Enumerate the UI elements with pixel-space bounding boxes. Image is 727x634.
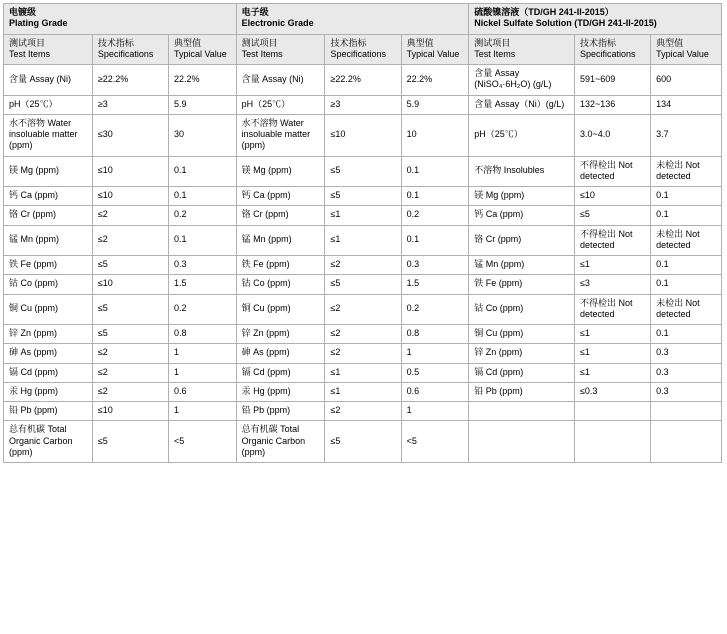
cell-specification: ≤2 [92,344,168,363]
cell-typical-value: 30 [168,114,236,156]
cell-test-item: 铅 Pb (ppm) [4,402,93,421]
col-header-solution-typical-cn: 典型值 [656,37,684,48]
cell-typical-value: 未检出 Not detected [651,294,722,325]
cell-specification: ≤1 [574,363,650,382]
col-header-plating-item [4,34,93,65]
cell-typical-value: 5.9 [168,95,236,114]
table-row [4,294,722,325]
cell-test-item: 铬 Cr (ppm) [4,206,93,225]
cell-specification: ≤5 [92,256,168,275]
cell-specification: ≤3 [574,275,650,294]
cell-typical-value: 1 [401,344,469,363]
cell-typical-value: 0.1 [401,187,469,206]
cell-specification: ≤2 [92,206,168,225]
table-row [4,187,722,206]
cell-test-item: 锰 Mn (ppm) [469,256,575,275]
cell-test-item: 铁 Fe (ppm) [236,256,325,275]
cell-specification: ≤1 [325,206,401,225]
specifications-table [3,3,722,463]
cell-specification: ≤10 [92,402,168,421]
cell-test-item: 不溶物 Insolubles [469,156,575,187]
group-title-solution-en: Nickel Sulfate Solution (TD/GH 241-II-2015) [474,18,657,29]
cell-test-item: 铅 Pb (ppm) [469,382,575,401]
cell-specification: ≤5 [325,275,401,294]
cell-test-item: 钴 Co (ppm) [236,275,325,294]
cell-typical-value: 1.5 [168,275,236,294]
group-title-plating-en: Plating Grade [9,18,68,29]
cell-test-item: 锌 Zn (ppm) [469,344,575,363]
cell-typical-value: 1 [401,402,469,421]
table-row [4,156,722,187]
cell-test-item: 锌 Zn (ppm) [4,325,93,344]
cell-test-item: 含量 Assay (NiSO₄·6H₂O) (g/L) [469,65,575,96]
cell-test-item: 钙 Ca (ppm) [469,206,575,225]
cell-typical-value: 1 [168,344,236,363]
cell-specification: ≤10 [92,187,168,206]
cell-typical-value: 0.2 [401,206,469,225]
cell-test-item: 铁 Fe (ppm) [469,275,575,294]
cell-specification: ≤0.3 [574,382,650,401]
cell-typical-value: 0.5 [401,363,469,382]
cell-typical-value: 0.3 [651,363,722,382]
cell-typical-value: <5 [401,421,469,463]
col-header-solution-item-cn: 测试项目 [474,37,511,48]
cell-specification: ≤5 [325,156,401,187]
col-header-plating-typical-en: Typical Value [173,48,227,59]
cell-specification: ≥3 [325,95,401,114]
cell-test-item: 铬 Cr (ppm) [236,206,325,225]
cell-test-item: 铅 Pb (ppm) [236,402,325,421]
cell-typical-value: 0.6 [168,382,236,401]
cell-typical-value: 0.2 [168,294,236,325]
col-header-solution-item [469,34,575,65]
cell-typical-value: 600 [651,65,722,96]
col-header-electronic-spec-en: Specifications [330,48,386,59]
cell-test-item: 铁 Fe (ppm) [4,256,93,275]
cell-typical-value: 0.8 [401,325,469,344]
cell-specification: ≤2 [325,325,401,344]
cell-test-item: 锰 Mn (ppm) [236,225,325,256]
col-header-solution-spec-en: Specifications [579,48,636,59]
cell-test-item: 含量 Assay (Ni) [4,65,93,96]
cell-specification: 不得检出 Not detected [574,156,650,187]
table-body [4,65,722,463]
cell-test-item: 水不溶物 Water insoluable matter (ppm) [236,114,325,156]
cell-typical-value: 未检出 Not detected [651,225,722,256]
table-row [4,275,722,294]
cell-typical-value: 22.2% [168,65,236,96]
col-header-electronic-typical [401,34,469,65]
group-title-electronic-en: Electronic Grade [241,18,314,29]
cell-test-item [469,402,575,421]
table-row [4,402,722,421]
cell-test-item: 钴 Co (ppm) [4,275,93,294]
cell-specification: ≤10 [92,156,168,187]
cell-typical-value: 22.2% [401,65,469,96]
cell-test-item: 总有机碳 Total Organic Carbon (ppm) [4,421,93,463]
cell-typical-value: 0.3 [651,382,722,401]
cell-typical-value [651,421,722,463]
cell-test-item: 铜 Cu (ppm) [236,294,325,325]
cell-specification: ≤5 [325,421,401,463]
cell-specification: ≤10 [574,187,650,206]
cell-specification: ≤5 [92,294,168,325]
cell-typical-value: 0.2 [168,206,236,225]
cell-typical-value: 0.3 [168,256,236,275]
col-header-electronic-spec [325,34,401,65]
cell-specification: ≤2 [325,344,401,363]
cell-specification: ≥22.2% [92,65,168,96]
col-header-electronic-typical-cn: 典型值 [406,37,434,48]
cell-specification: ≤1 [325,363,401,382]
cell-test-item: 钙 Ca (ppm) [4,187,93,206]
cell-test-item: 镁 Mg (ppm) [4,156,93,187]
cell-test-item: 钙 Ca (ppm) [236,187,325,206]
table-row [4,325,722,344]
cell-test-item: 含量 Assay（Ni）(g/L) [469,95,575,114]
cell-test-item: 水不溶物 Water insoluable matter (ppm) [4,114,93,156]
cell-typical-value: 0.1 [651,256,722,275]
cell-specification: ≤2 [325,294,401,325]
cell-test-item: 镉 Cd (ppm) [4,363,93,382]
table-row [4,256,722,275]
table-row [4,65,722,96]
cell-test-item: 汞 Hg (ppm) [236,382,325,401]
cell-specification: ≤1 [574,256,650,275]
cell-specification: ≤1 [325,225,401,256]
cell-typical-value: 0.2 [401,294,469,325]
cell-specification: ≤2 [92,225,168,256]
cell-typical-value: 10 [401,114,469,156]
cell-typical-value: 0.1 [651,187,722,206]
cell-test-item: 锰 Mn (ppm) [4,225,93,256]
cell-test-item: 镁 Mg (ppm) [469,187,575,206]
col-header-electronic-item-cn: 测试项目 [241,37,278,48]
cell-specification: ≤1 [325,382,401,401]
cell-typical-value: 0.3 [651,344,722,363]
cell-specification: ≤5 [92,325,168,344]
cell-typical-value: <5 [168,421,236,463]
col-header-electronic-spec-cn: 技术指标 [330,37,367,48]
col-header-solution-spec-cn: 技术指标 [579,37,616,48]
cell-test-item: 砷 As (ppm) [236,344,325,363]
cell-typical-value: 134 [651,95,722,114]
cell-test-item: 汞 Hg (ppm) [4,382,93,401]
col-header-solution-spec [574,34,650,65]
col-header-solution-item-en: Test Items [474,48,516,59]
cell-test-item: 镉 Cd (ppm) [236,363,325,382]
group-title-plating [4,4,237,35]
cell-typical-value: 0.1 [651,325,722,344]
cell-specification: ≤2 [325,402,401,421]
cell-typical-value [651,402,722,421]
cell-specification: 3.0~4.0 [574,114,650,156]
cell-typical-value: 1.5 [401,275,469,294]
cell-test-item: 砷 As (ppm) [4,344,93,363]
table-row [4,95,722,114]
col-header-electronic-item [236,34,325,65]
cell-specification: ≤10 [92,275,168,294]
cell-test-item: 镉 Cd (ppm) [469,363,575,382]
group-title-electronic [236,4,469,35]
col-header-solution-typical-en: Typical Value [656,48,709,59]
cell-test-item: 总有机碳 Total Organic Carbon (ppm) [236,421,325,463]
cell-typical-value: 0.6 [401,382,469,401]
cell-specification: ≤1 [574,344,650,363]
cell-typical-value: 1 [168,363,236,382]
cell-typical-value: 0.1 [401,225,469,256]
cell-specification: ≥3 [92,95,168,114]
cell-typical-value: 5.9 [401,95,469,114]
cell-typical-value: 0.1 [651,206,722,225]
group-title-solution [469,4,722,35]
group-title-plating-cn: 电镀级 [9,7,37,17]
cell-test-item: 镁 Mg (ppm) [236,156,325,187]
cell-specification: ≤5 [92,421,168,463]
col-header-plating-spec [92,34,168,65]
col-header-plating-item-en: Test Items [9,48,51,59]
cell-typical-value: 3.7 [651,114,722,156]
cell-specification: ≤5 [325,187,401,206]
table-row [4,344,722,363]
cell-typical-value: 1 [168,402,236,421]
cell-specification: ≤10 [325,114,401,156]
cell-typical-value: 0.1 [168,187,236,206]
table-row [4,114,722,156]
col-header-electronic-typical-en: Typical Value [406,48,460,59]
cell-specification: 不得检出 Not detected [574,225,650,256]
column-header-row [4,34,722,65]
cell-test-item: 铬 Cr (ppm) [469,225,575,256]
group-title-solution-cn: 硫酸镍溶液（TD/GH 241-II-2015） [474,7,614,17]
cell-test-item [469,421,575,463]
cell-specification [574,402,650,421]
col-header-plating-typical [168,34,236,65]
cell-specification: ≤30 [92,114,168,156]
cell-specification: 132~136 [574,95,650,114]
col-header-plating-spec-cn: 技术指标 [97,37,134,48]
cell-test-item: 铜 Cu (ppm) [469,325,575,344]
cell-specification: 不得检出 Not detected [574,294,650,325]
col-header-electronic-item-en: Test Items [241,48,283,59]
cell-specification: ≤5 [574,206,650,225]
cell-test-item: pH（25℃） [236,95,325,114]
cell-typical-value: 未检出 Not detected [651,156,722,187]
cell-typical-value: 0.1 [168,156,236,187]
cell-specification: ≥22.2% [325,65,401,96]
cell-specification: ≤2 [325,256,401,275]
table-row [4,421,722,463]
cell-test-item: pH（25℃） [4,95,93,114]
table-row [4,206,722,225]
cell-specification: 591~609 [574,65,650,96]
cell-specification: ≤1 [574,325,650,344]
cell-typical-value: 0.3 [401,256,469,275]
col-header-solution-typical [651,34,722,65]
table-row [4,363,722,382]
cell-typical-value: 0.8 [168,325,236,344]
cell-test-item: 铜 Cu (ppm) [4,294,93,325]
col-header-plating-typical-cn: 典型值 [173,37,201,48]
cell-typical-value: 0.1 [168,225,236,256]
group-title-electronic-cn: 电子级 [241,7,269,17]
cell-test-item: pH（25℃） [469,114,575,156]
table-row [4,225,722,256]
table-row [4,382,722,401]
cell-test-item: 含量 Assay (Ni) [236,65,325,96]
cell-specification [574,421,650,463]
cell-specification: ≤2 [92,363,168,382]
cell-specification: ≤2 [92,382,168,401]
col-header-plating-item-cn: 测试项目 [9,37,46,48]
col-header-plating-spec-en: Specifications [97,48,154,59]
cell-test-item: 锌 Zn (ppm) [236,325,325,344]
cell-test-item: 钴 Co (ppm) [469,294,575,325]
group-header-row [4,4,722,35]
cell-typical-value: 0.1 [401,156,469,187]
cell-typical-value: 0.1 [651,275,722,294]
